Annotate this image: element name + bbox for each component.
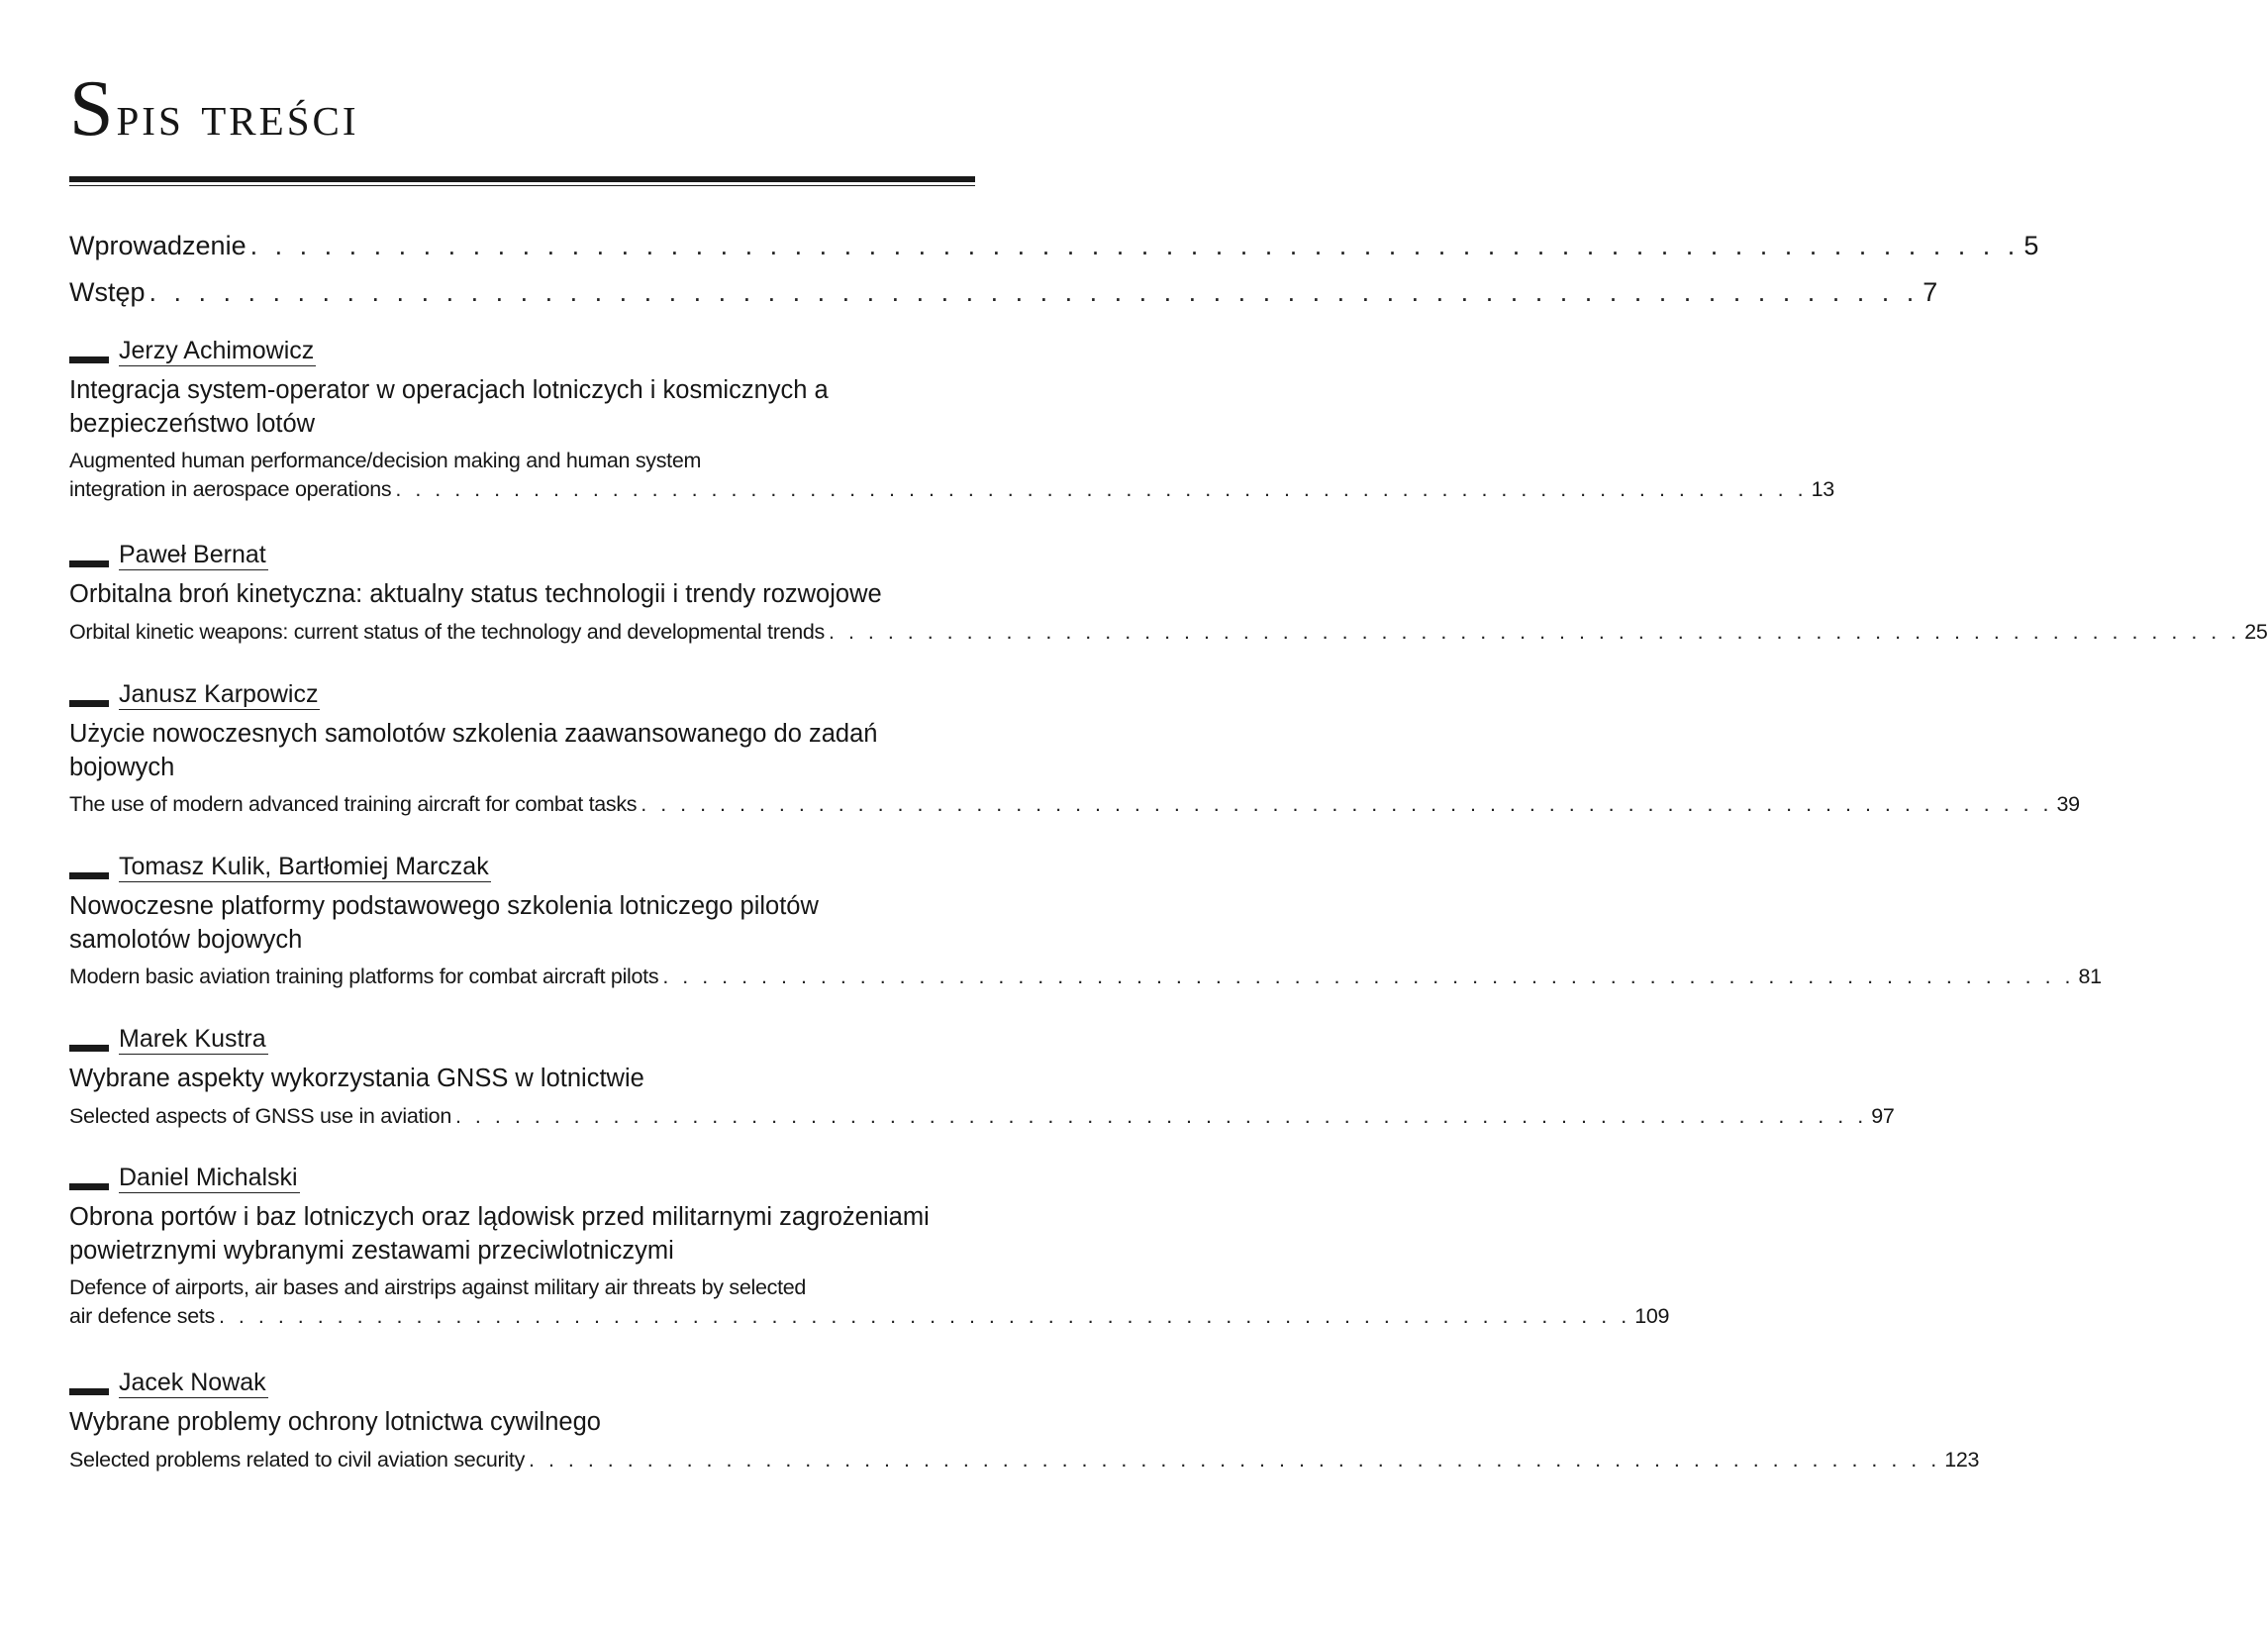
leader-dots: . . . . . . . . . . . . . . . . . . . . . . . . . . . . . . . . . . . . . . . . . . . . . . . . . . . . . . . . . . . . . . . . . . . . . . . . [218,1304,1631,1329]
title-rule-thick [69,176,975,182]
author-marker [69,356,109,363]
author-name: Daniel Michalski [119,1164,298,1192]
page-title-rest: pis treści [116,83,359,148]
article-title-en-line [69,1446,1980,1474]
page-number: 39 [2056,792,2080,817]
article-title-en-line [69,618,2268,647]
toc-entry [69,1021,1895,1131]
leader-dots: . . . . . . . . . . . . . . . . . . . . . . . . . . . . . . . . . . . . . . . . . . . . . . . . . . . . . . . . . . . . . . . . . . . . . . . . [641,792,2053,817]
article-title-pl: Nowoczesne platformy podstawowego szkolenia lotniczego pilotów samolotów bojowych [69,892,819,954]
article-title-pl: Integracja system-operator w operacjach lotniczych i kosmicznych a bezpieczeństwo lotów [69,376,829,438]
article-title-en [69,1273,1670,1331]
leader-dots: . . . . . . . . . . . . . . . . . . . . . . . . . . . . . . . . . . . . . . . . . . . . . . . . . . . . . . . . . . . . . . . . . . . . . . . . [829,619,2241,644]
article-title-en-line: Defence of airports, air bases and airstrips against military air threats by selected [69,1275,807,1300]
page-title [69,65,359,152]
article-title-en-text: Selected aspects of GNSS use in aviation [69,1103,451,1128]
author-marker [69,560,109,567]
author-row [69,1365,975,1398]
article-title-en-line [69,475,1834,504]
article-title-en [69,618,2268,647]
article-title-en-text: The use of modern advanced training aircraft for combat tasks [69,792,638,817]
author-marker [69,700,109,707]
article-title-en-text: Selected problems related to civil aviation security [69,1447,526,1472]
article-title-en-line [69,963,2102,991]
article-title-en-line [69,790,2080,819]
intro-page: 5 [2023,231,2039,260]
article-title-en [69,447,1834,504]
leader-dots: . . . . . . . . . . . . . . . . . . . . . . . . . . . . . . . . . . . . . . . . . . . . . . . . . . . . . . . . . . . . . . . . . . . . . . . . [529,1447,1941,1472]
author-name: Tomasz Kulik, Bartłomiej Marczak [119,853,489,881]
page-number: 97 [1871,1103,1895,1128]
article-title-pl: Wybrane aspekty wykorzystania GNSS w lotnictwie [69,1065,644,1092]
leader-dots: . . . . . . . . . . . . . . . . . . . . . . . . . . . . . . . . . . . . . . . . . . . . . . . . . . . . . . . . . . . . . . . . . . . . . . . . [454,1103,1868,1128]
article-title-en-line [69,1302,1670,1331]
intro-entry-wprowadzenie [69,230,2039,261]
leader-dots: . . . . . . . . . . . . . . . . . . . . . . . . . . . . . . . . . . . . . . . . . . . . . . . . . . . . . . . . . . . . . . . . . . . . . . . . [148,277,1920,307]
author-name: Jerzy Achimowicz [119,337,315,365]
article-title-pl: Orbitalna broń kinetyczna: aktualny status technologii i trendy rozwojowe [69,580,882,608]
page-number: 123 [1944,1447,1980,1472]
intro-label: Wprowadzenie [69,231,247,260]
leader-dots: . . . . . . . . . . . . . . . . . . . . . . . . . . . . . . . . . . . . . . . . . . . . . . . . . . . . . . . . . . . . . . . . . . . . . . . . [662,965,2075,989]
article-title-en-text: integration in aerospace operations [69,477,392,502]
page-number: 109 [1634,1304,1670,1329]
article-title-en [69,790,2080,819]
article-title-en-text: air defence sets [69,1304,215,1329]
author-row [69,537,975,570]
author-name: Jacek Nowak [119,1369,266,1397]
author-row [69,849,975,882]
toc-entry [69,537,2268,647]
toc-entry [69,333,1834,504]
author-row [69,1160,975,1193]
article-title-en-text: Modern basic aviation training platforms for combat aircraft pilots [69,965,659,989]
author-marker [69,1388,109,1395]
author-marker [69,1183,109,1190]
author-marker [69,1045,109,1052]
title-rule-thin [69,185,975,186]
toc-entry [69,1365,1980,1474]
author-name: Marek Kustra [119,1025,266,1054]
article-title-pl: Użycie nowoczesnych samolotów szkolenia zaawansowanego do zadań bojowych [69,720,878,781]
article-title-en [69,963,2102,991]
intro-label: Wstęp [69,277,146,307]
author-name: Paweł Bernat [119,541,266,569]
article-title-pl: Wybrane problemy ochrony lotnictwa cywilnego [69,1408,601,1436]
article-title-en [69,1102,1895,1131]
page-number: 81 [2078,965,2102,989]
author-name: Janusz Karpowicz [119,680,319,709]
toc-entry [69,676,2080,819]
toc-entry [69,849,2102,991]
article-title-en-line [69,1102,1895,1131]
leader-dots: . . . . . . . . . . . . . . . . . . . . . . . . . . . . . . . . . . . . . . . . . . . . . . . . . . . . . . . . . . . . . . . . . . . . . . . . [249,231,2021,260]
page-title-initial: S [69,65,117,152]
page-number: 13 [1811,477,1834,502]
article-title-en [69,1446,1980,1474]
article-title-en-text: Orbital kinetic weapons: current status of the technology and developmental trends [69,619,825,644]
author-row [69,676,975,710]
author-row [69,333,975,366]
intro-entry-wstep [69,276,1938,308]
page-number: 25 [2244,619,2268,644]
article-title-en-line: Augmented human performance/decision making and human system [69,449,702,473]
author-row [69,1021,975,1055]
author-marker [69,872,109,879]
intro-page: 7 [1923,277,1938,307]
leader-dots: . . . . . . . . . . . . . . . . . . . . . . . . . . . . . . . . . . . . . . . . . . . . . . . . . . . . . . . . . . . . . . . . . . . . . . . . [395,477,1808,502]
toc-entry [69,1160,1670,1331]
article-title-pl: Obrona portów i baz lotniczych oraz lądowisk przed militarnymi zagrożeniami powietrznymi wybranymi zestawami przeciwlotniczymi [69,1203,930,1265]
